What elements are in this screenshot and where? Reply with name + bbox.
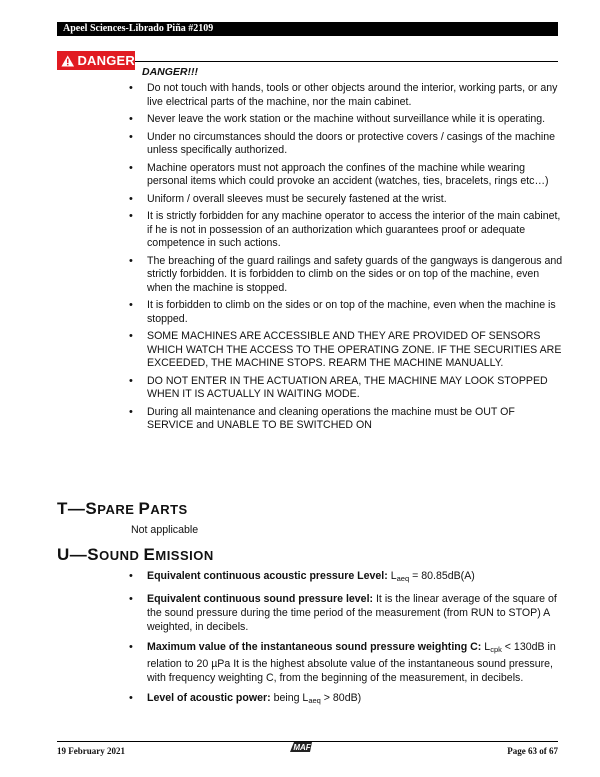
symbol: L <box>387 570 397 582</box>
sound-item-label: Equivalent continuous acoustic pressure Level: <box>147 570 388 582</box>
footer-date: 19 February 2021 <box>57 746 125 756</box>
subscript: cpk <box>490 645 502 654</box>
sound-item-text: being L <box>270 692 309 704</box>
list-item: • During all maintenance and cleaning operations the machine must be OUT OF SERVICE and UNABLE TO BE SWITCHED ON <box>118 406 563 433</box>
header-bar <box>57 22 558 36</box>
section-prefix: U— <box>57 545 88 564</box>
list-item <box>118 569 563 586</box>
sound-item-text: > 80dB) <box>320 692 362 704</box>
list-item: • Under no circumstances should the doors or protective covers / casings of the machine unless specifically authorized. <box>118 131 563 158</box>
list-item: • It is strictly forbidden for any machine operator to access the interior of the main cabinet, if he is not in possession of an authorization which guarantees proof or adequate competence in such actions. <box>118 210 563 251</box>
section-title-rest: OUND <box>99 548 144 563</box>
list-item <box>118 592 563 634</box>
sound-item-label: Equivalent continuous sound pressure level: <box>147 593 374 605</box>
list-item: • It is forbidden to climb on the sides or on top of the machine, even when the machine is stopped. <box>118 299 563 326</box>
danger-title: DANGER!!! <box>142 66 198 78</box>
list-item: • The breaching of the guard railings and safety guards of the gangways is dangerous and strictly forbidden. It is forbidden to climb on the sides or on top of the machine, even when the machine is stopped. <box>118 255 563 296</box>
section-title-rest: MISSION <box>155 548 214 563</box>
section-title-cap: S <box>87 545 100 564</box>
list-item: • Never leave the work station or the machine without surveillance while it is operating. <box>118 113 563 127</box>
danger-badge <box>57 51 135 70</box>
sound-item-text: = 80.85dB(A) <box>409 570 475 582</box>
list-item <box>118 640 563 685</box>
list-item: • DO NOT ENTER IN THE ACTUATION AREA, THE MACHINE MAY LOOK STOPPED WHEN IT IS ACTUALLY IN WAITING MODE. <box>118 375 563 402</box>
section-title-cap: S <box>85 499 98 518</box>
danger-badge-label: DANGER <box>77 53 135 68</box>
sound-item-label: Maximum value of the instantaneous sound pressure weighting C: <box>147 641 482 653</box>
section-prefix: T— <box>57 499 86 518</box>
subscript: aeq <box>396 574 410 583</box>
list-item: • SOME MACHINES ARE ACCESSIBLE AND THEY ARE PROVIDED OF SENSORS WHICH WATCH THE ACCESS TO THE OPERATING ZONE. IF THE SECURITIES ARE EXCEEDED, THE MACHINE STOPS. REARM THE MACHINE MANUALLY. <box>118 330 563 371</box>
section-title-rest: PARE <box>97 502 139 517</box>
section-title-sound-emission <box>57 545 214 565</box>
sound-emission-list <box>118 569 563 714</box>
footer-logo-text: MAF <box>293 743 311 752</box>
section-title-rest: ARTS <box>150 502 188 517</box>
list-item: • Do not touch with hands, tools or other objects around the interior, working parts, or any live electrical parts of the machine, nor the main cabinet. <box>118 82 563 109</box>
spare-parts-body: Not applicable <box>131 524 199 536</box>
subscript: aeq <box>308 696 321 705</box>
list-item: • Machine operators must not approach the confines of the machine while wearing personal items which could provoke an accident (watches, ties, bracelets, rings etc…) <box>118 162 563 189</box>
maf-logo <box>288 740 316 754</box>
section-title-cap: E <box>143 545 156 564</box>
symbol: L <box>481 641 491 653</box>
footer-page-number: Page 63 of 67 <box>507 746 558 756</box>
list-item: • Uniform / overall sleeves must be securely fastened at the wrist. <box>118 193 563 207</box>
danger-rule <box>135 61 558 62</box>
danger-list <box>118 82 563 437</box>
sound-item-text: < 130dB in relation to 20 µPa It is the highest absolute value of the instantaneous sound pressure, with frequency weighting C, from the beginning of the measurement, in decibels. <box>147 641 556 684</box>
section-title-cap: P <box>138 499 151 518</box>
document-header-title: Apeel Sciences-Librado Piña #2109 <box>63 23 214 34</box>
warning-triangle-icon <box>61 54 74 68</box>
section-title-spare-parts <box>57 499 188 519</box>
list-item <box>118 691 563 708</box>
sound-item-text: It is the linear average of the square of the sound pressure during the time period of the measurement (from RUN to STOP) A weighted, in decibels. <box>147 593 557 633</box>
sound-item-label: Level of acoustic power: <box>147 692 271 704</box>
